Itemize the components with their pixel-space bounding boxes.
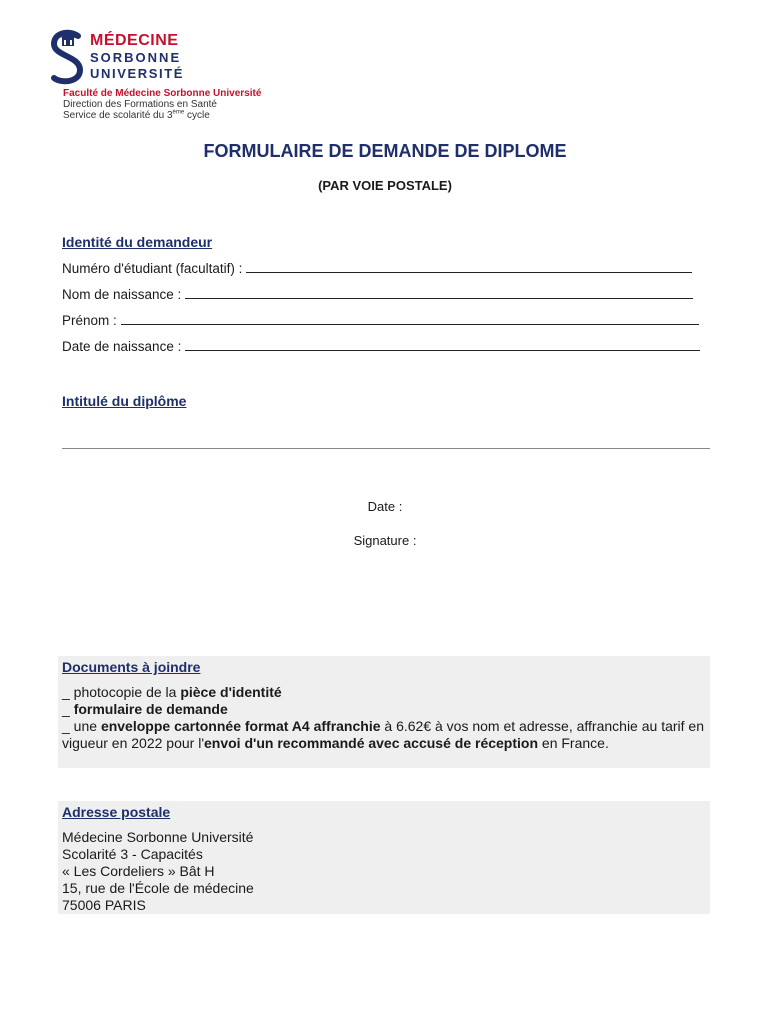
date-label: Date : <box>367 499 403 514</box>
address-lines <box>62 829 254 914</box>
faculty-service-prefix: Service de scolarité du 3 <box>63 110 173 121</box>
document-item-envelope-mid: à 6.62€ à vos nom et adresse, affranchie au tarif en vigueur en 2022 pour l' <box>62 718 704 751</box>
document-item-envelope-prefix: _ une <box>62 718 101 734</box>
document-item-form-prefix: _ <box>62 701 74 717</box>
document-item-id-bold: pièce d'identité <box>180 684 282 700</box>
page-subtitle: (PAR VOIE POSTALE) <box>318 178 452 193</box>
faculty-name: Faculté de Médecine Sorbonne Université <box>63 88 262 99</box>
document-item-envelope <box>62 718 708 752</box>
document-item-envelope-suffix: en France. <box>538 735 609 751</box>
faculty-direction: Direction des Formations en Santé <box>63 99 217 110</box>
university-logo <box>48 28 198 86</box>
documents-box <box>58 656 710 768</box>
address-heading: Adresse postale <box>62 804 171 820</box>
page-title: FORMULAIRE DE DEMANDE DE DIPLOME <box>203 141 567 161</box>
address-box <box>58 801 710 914</box>
birth-date-label: Date de naissance : <box>62 339 186 354</box>
faculty-service-sup: ème <box>172 109 185 116</box>
birth-name-input[interactable] <box>185 287 693 299</box>
birth-name-label: Nom de naissance : <box>62 287 186 302</box>
address-line: Médecine Sorbonne Université <box>62 829 254 845</box>
first-name-label: Prénom : <box>62 313 121 328</box>
student-number-label: Numéro d'étudiant (facultatif) : <box>62 261 247 276</box>
student-number-field[interactable] <box>62 261 692 276</box>
logo-text-universite: UNIVERSITÉ <box>90 66 185 81</box>
logo-text-medecine: MÉDECINE <box>90 32 179 49</box>
document-item-form <box>62 701 708 718</box>
document-item-id-prefix: _ photocopie de la <box>62 684 181 700</box>
faculty-service <box>63 110 261 121</box>
faculty-service-suffix: cycle <box>184 110 210 121</box>
address-line: Scolarité 3 - Capacités <box>62 846 203 862</box>
identite-heading: Identité du demandeur <box>62 234 213 250</box>
birth-name-field[interactable] <box>62 287 693 302</box>
faculty-info <box>63 88 261 121</box>
birth-date-field[interactable] <box>62 339 700 354</box>
document-item-id <box>62 684 708 701</box>
documents-list <box>62 684 708 752</box>
signature-label: Signature : <box>353 533 417 548</box>
first-name-field[interactable] <box>62 313 699 328</box>
first-name-input[interactable] <box>121 313 699 325</box>
document-item-envelope-bold2: envoi d'un recommandé avec accusé de réception <box>204 735 539 751</box>
diplome-input-line[interactable] <box>62 448 710 449</box>
logo-text-sorbonne: SORBONNE <box>90 50 182 65</box>
address-line: 15, rue de l'École de médecine <box>62 880 254 896</box>
sorbonne-s-emblem-icon <box>48 28 86 86</box>
documents-heading: Documents à joindre <box>62 659 201 675</box>
address-line: 75006 PARIS <box>62 897 146 913</box>
diplome-heading: Intitulé du diplôme <box>62 393 187 409</box>
student-number-input[interactable] <box>246 261 692 273</box>
birth-date-input[interactable] <box>185 339 700 351</box>
document-item-form-bold: formulaire de demande <box>73 701 228 717</box>
document-item-envelope-bold: enveloppe cartonnée format A4 affranchie <box>100 718 381 734</box>
address-line: « Les Cordeliers » Bât H <box>62 863 215 879</box>
